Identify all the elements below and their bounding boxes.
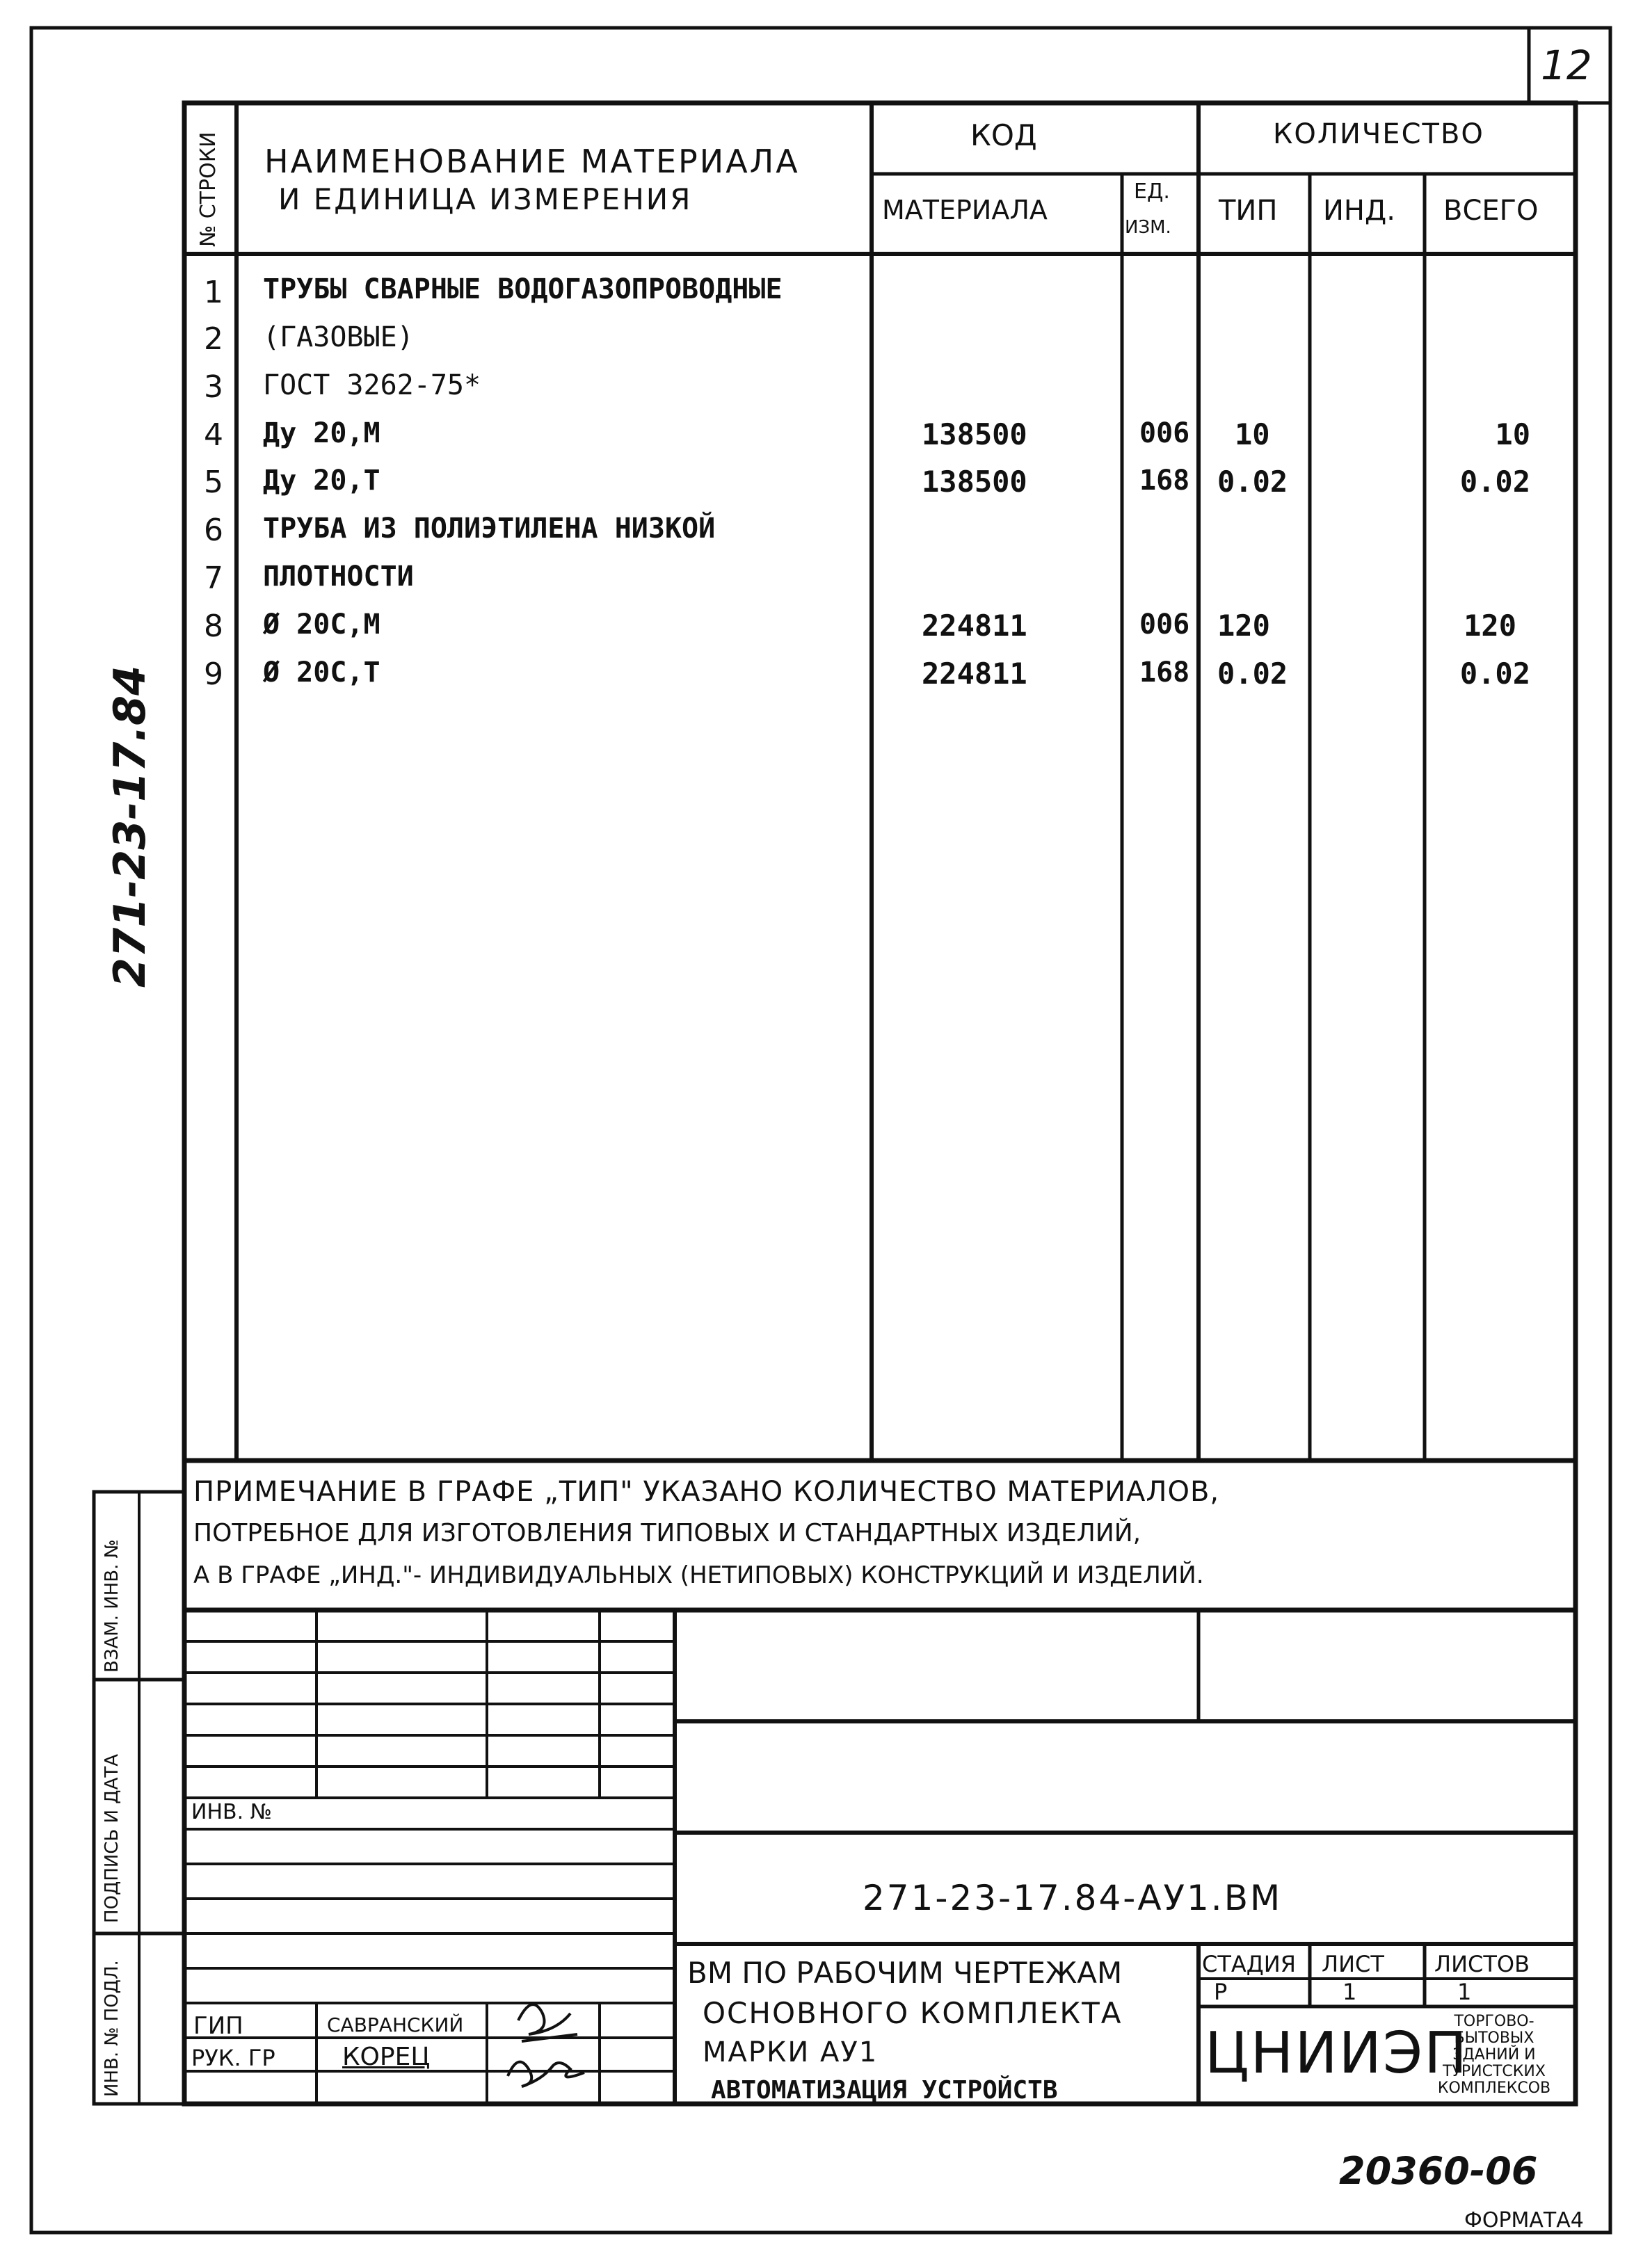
row-total: 10 xyxy=(1495,417,1530,451)
row-number: 8 xyxy=(204,609,223,644)
row-total: 0.02 xyxy=(1459,657,1530,691)
title-line4: АВТОМАТИЗАЦИЯ УСТРОЙСТВ xyxy=(711,2076,1058,2105)
row-name: ГОСТ 3262-75* xyxy=(263,369,481,401)
header-code: КОД xyxy=(970,118,1037,152)
row-number: 6 xyxy=(204,513,223,548)
org-desc-line: ТОРГОВО- xyxy=(1454,2013,1534,2030)
row-name: Ду 20,М xyxy=(263,417,380,449)
row-name: Ø 20С,М xyxy=(263,609,380,641)
stage-value: Р xyxy=(1214,1979,1228,2005)
note-line: А В ГРАФЕ „ИНД."- ИНДИВИДУАЛЬНЫХ (НЕТИПОВЫХ) КОНСТРУКЦИЙ И ИЗДЕЛИЙ. xyxy=(193,1561,1204,1589)
organization-description xyxy=(1413,2013,1575,2097)
row-type: 0.02 xyxy=(1217,465,1288,499)
person-gip: САВРАНСКИЙ xyxy=(327,2013,464,2036)
row-number: 5 xyxy=(204,465,223,500)
row-name: ТРУБА ИЗ ПОЛИЭТИЛЕНА НИЗКОЙ xyxy=(263,513,716,545)
role-gip: ГИП xyxy=(193,2012,243,2040)
header-unit-line1: ЕД. xyxy=(1134,179,1170,204)
row-unit: 006 xyxy=(1139,609,1190,641)
note-line: ПРИМЕЧАНИЕ В ГРАФЕ „ТИП" УКАЗАНО КОЛИЧЕСТВО МАТЕРИАЛОВ, xyxy=(193,1476,1220,1508)
format-label: ФОРМАТА4 xyxy=(1464,2208,1584,2233)
sheets-value: 1 xyxy=(1457,1979,1472,2005)
org-desc-line: ТУРИСТСКИХ xyxy=(1443,2063,1546,2080)
sheet-value: 1 xyxy=(1343,1979,1357,2005)
title-line2: ОСНОВНОГО КОМПЛЕКТА xyxy=(703,1996,1123,2030)
row-type: 10 xyxy=(1235,417,1270,451)
header-row-number: № СТРОКИ xyxy=(196,131,221,247)
row-total: 120 xyxy=(1464,609,1516,643)
sheet-label: ЛИСТ xyxy=(1322,1951,1384,1977)
row-type: 120 xyxy=(1217,609,1270,643)
header-unit-line2: ИЗМ. xyxy=(1125,217,1171,238)
title-line3: МАРКИ АУ1 xyxy=(703,2036,879,2068)
role-group-lead: РУК. ГР xyxy=(191,2045,275,2071)
row-number: 3 xyxy=(204,369,223,405)
note-line: ПОТРЕБНОЕ ДЛЯ ИЗГОТОВЛЕНИЯ ТИПОВЫХ И СТАНДАРТНЫХ ИЗДЕЛИЙ, xyxy=(193,1519,1141,1547)
row-unit: 168 xyxy=(1139,465,1190,497)
page-number: 12 xyxy=(1541,42,1592,89)
row-unit: 168 xyxy=(1139,657,1190,689)
organization-logo: ЦНИИЭП xyxy=(1205,2020,1468,2086)
document-code: 271-23-17.84-АУ1.ВМ xyxy=(863,1878,1283,1918)
org-desc-line: БЫТОВЫХ xyxy=(1454,2029,1534,2047)
row-name: Ø 20С,Т xyxy=(263,657,380,689)
header-type: ТИП xyxy=(1219,195,1278,227)
title-line1: ВМ ПО РАБОЧИМ ЧЕРТЕЖАМ xyxy=(687,1956,1123,1990)
side-document-code: 271-23-17.84 xyxy=(104,665,155,988)
row-number: 4 xyxy=(204,417,223,453)
header-material: МАТЕРИАЛА xyxy=(882,195,1048,225)
sheets-label: ЛИСТОВ xyxy=(1434,1951,1530,1977)
header-quantity: КОЛИЧЕСТВО xyxy=(1273,118,1484,150)
header-total: ВСЕГО xyxy=(1443,195,1539,227)
row-code: 138500 xyxy=(922,417,1027,451)
row-name: ПЛОТНОСТИ xyxy=(263,561,414,593)
row-number: 1 xyxy=(204,275,223,310)
row-unit: 006 xyxy=(1139,417,1190,449)
row-type: 0.02 xyxy=(1217,657,1288,691)
header-ind: ИНД. xyxy=(1323,195,1395,227)
note-block xyxy=(193,1471,1571,1596)
bottom-number: 20360-06 xyxy=(1339,2149,1538,2193)
row-total: 0.02 xyxy=(1459,465,1530,499)
row-number: 9 xyxy=(204,657,223,692)
side-label-vzam: ВЗАМ. ИНВ. № xyxy=(102,1539,122,1673)
header-name-line2: И ЕДИНИЦА ИЗМЕРЕНИЯ xyxy=(278,182,693,216)
row-code: 224811 xyxy=(922,609,1027,643)
org-desc-line: ЗДАНИЙ И xyxy=(1452,2046,1536,2064)
inventory-number-label: ИНВ. № xyxy=(191,1800,272,1824)
row-code: 224811 xyxy=(922,657,1027,691)
row-number: 2 xyxy=(204,321,223,357)
row-name: Ду 20,Т xyxy=(263,465,380,497)
header-name-line1: НАИМЕНОВАНИЕ МАТЕРИАЛА xyxy=(264,143,800,180)
row-name: (ГАЗОВЫЕ) xyxy=(263,321,414,353)
org-desc-line: КОМПЛЕКСОВ xyxy=(1437,2080,1551,2097)
row-name: ТРУБЫ СВАРНЫЕ ВОДОГАЗОПРОВОДНЫЕ xyxy=(263,273,783,305)
stage-label: СТАДИЯ xyxy=(1202,1951,1296,1977)
side-label-podpis: ПОДПИСЬ И ДАТА xyxy=(102,1753,122,1923)
row-number: 7 xyxy=(204,561,223,596)
row-code: 138500 xyxy=(922,465,1027,499)
side-label-inv-podl: ИНВ. № ПОДЛ. xyxy=(102,1960,122,2097)
person-group-lead: КОРЕЦ xyxy=(342,2043,431,2071)
